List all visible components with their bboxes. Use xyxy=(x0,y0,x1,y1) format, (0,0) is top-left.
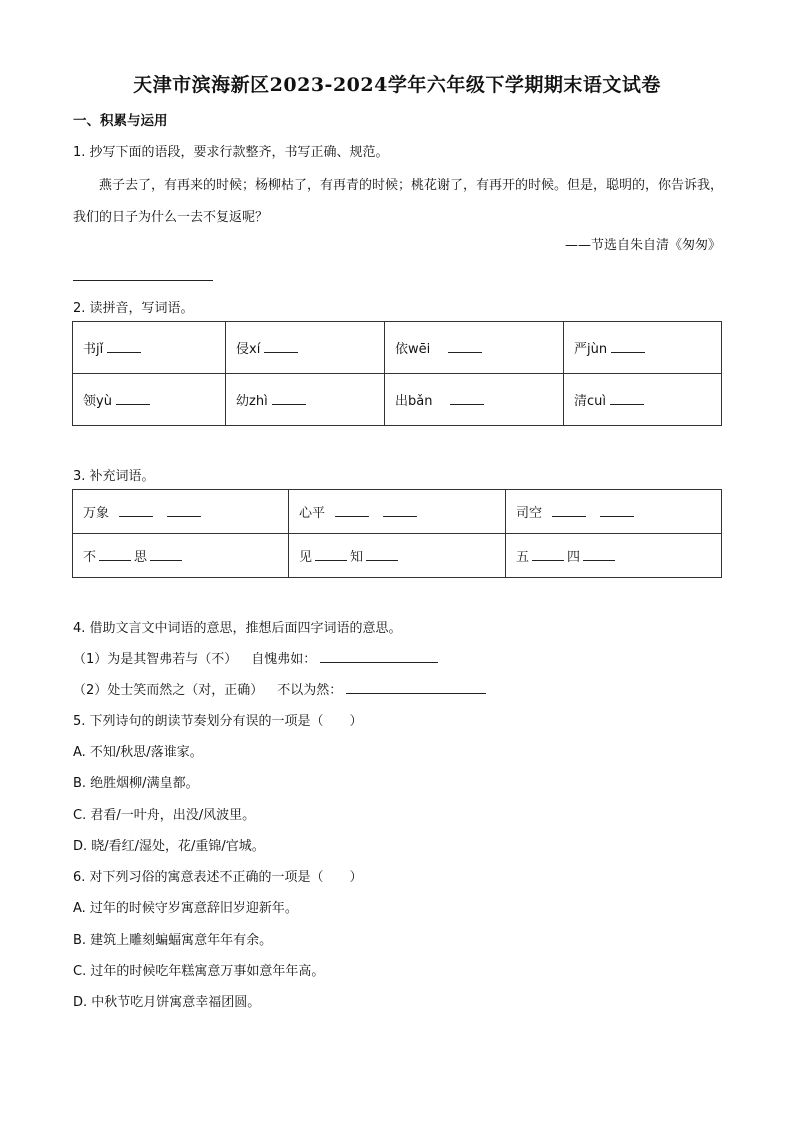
idiom-cell xyxy=(506,534,722,578)
idiom-text: 知 xyxy=(350,550,364,565)
idiom-cell xyxy=(289,490,506,534)
blank[interactable] xyxy=(150,548,182,561)
blank[interactable] xyxy=(116,392,150,405)
pinyin-cell xyxy=(73,322,226,374)
pinyin-text: 依wēi xyxy=(395,342,431,357)
question-6-prompt: 6. 对下列习俗的寓意表述不正确的一项是（ ） xyxy=(73,870,363,885)
blank[interactable] xyxy=(383,504,417,517)
question-4-sub1 xyxy=(73,648,438,667)
question-5-prompt: 5. 下列诗句的朗读节奏划分有误的一项是（ ） xyxy=(73,714,363,729)
pinyin-table xyxy=(72,321,722,426)
blank[interactable] xyxy=(272,392,306,405)
blank[interactable] xyxy=(600,504,634,517)
page-title: 天津市滨海新区2023-2024学年六年级下学期期末语文试卷 xyxy=(133,74,661,96)
option-c[interactable]: C. 过年的时候吃年糕寓意万事如意年年高。 xyxy=(73,964,325,979)
idiom-cell xyxy=(73,490,289,534)
blank[interactable] xyxy=(264,340,298,353)
blank[interactable] xyxy=(450,392,484,405)
pinyin-text: 清cuì xyxy=(574,394,606,409)
blank[interactable] xyxy=(99,548,131,561)
blank[interactable] xyxy=(583,548,615,561)
sub1-term: 自愧弗如： xyxy=(251,652,317,667)
option-d[interactable]: D. 中秋节吃月饼寓意幸福团圆。 xyxy=(73,995,261,1010)
option-c[interactable]: C. 君看/一叶舟，出没/风波里。 xyxy=(73,808,256,823)
pinyin-text: 侵xí xyxy=(236,342,261,357)
sub2-term: 不以为然： xyxy=(277,683,343,698)
blank[interactable] xyxy=(532,548,564,561)
idiom-text: 四 xyxy=(567,550,581,565)
pinyin-cell xyxy=(73,374,226,426)
idiom-table xyxy=(72,489,722,578)
pinyin-cell xyxy=(226,374,385,426)
question-3-prompt: 3. 补充词语。 xyxy=(73,469,155,484)
pinyin-text: 出bǎn xyxy=(395,394,433,409)
idiom-text: 见 xyxy=(299,550,313,565)
blank[interactable] xyxy=(167,504,201,517)
blank[interactable] xyxy=(448,340,482,353)
pinyin-text: 书jǐ xyxy=(83,342,104,357)
blank[interactable] xyxy=(107,340,141,353)
blank[interactable] xyxy=(611,340,645,353)
pinyin-text: 领yù xyxy=(83,394,112,409)
answer-blank[interactable] xyxy=(320,650,438,663)
idiom-text: 思 xyxy=(134,550,148,565)
idiom-text: 万象 xyxy=(83,506,110,521)
option-b[interactable]: B. 建筑上雕刻蝙蝠寓意年年有余。 xyxy=(73,933,273,948)
sub2-text: （2）处士笑而然之（对，正确） xyxy=(73,683,264,698)
option-d[interactable]: D. 晓/看红/湿处，花/重锦/官城。 xyxy=(73,839,265,854)
pinyin-cell xyxy=(226,322,385,374)
pinyin-text: 严jùn xyxy=(574,342,608,357)
blank[interactable] xyxy=(119,504,153,517)
question-4-prompt: 4. 借助文言文中词语的意思，推想后面四字词语的意思。 xyxy=(73,621,402,636)
pinyin-cell xyxy=(564,322,722,374)
idiom-cell xyxy=(289,534,506,578)
idiom-text: 心平 xyxy=(299,506,326,521)
idiom-text: 不 xyxy=(83,550,97,565)
idiom-cell xyxy=(506,490,722,534)
blank[interactable] xyxy=(315,548,347,561)
question-1-passage: 燕子去了，有再来的时候；杨柳枯了，有再青的时候；桃花谢了，有再开的时候。但是，聪明的，你告诉我，我们的日子为什么一去不复返呢？ xyxy=(73,178,724,225)
question-1-source: ——节选自朱自清《匆匆》 xyxy=(564,238,721,253)
pinyin-cell xyxy=(385,322,564,374)
question-2-prompt: 2. 读拼音，写词语。 xyxy=(73,301,194,316)
blank[interactable] xyxy=(552,504,586,517)
sub1-text: （1）为是其智弗若与（不） xyxy=(73,652,238,667)
blank[interactable] xyxy=(610,392,644,405)
blank[interactable] xyxy=(335,504,369,517)
idiom-text: 司空 xyxy=(516,506,543,521)
section-heading: 一、积累与运用 xyxy=(73,113,168,129)
option-b[interactable]: B. 绝胜烟柳/满皇都。 xyxy=(73,776,199,791)
question-4-sub2 xyxy=(73,679,486,698)
pinyin-cell xyxy=(564,374,722,426)
blank[interactable] xyxy=(366,548,398,561)
answer-blank[interactable] xyxy=(346,681,486,694)
idiom-cell xyxy=(73,534,289,578)
pinyin-cell xyxy=(385,374,564,426)
option-a[interactable]: A. 不知/秋思/落谁家。 xyxy=(73,745,203,760)
option-a[interactable]: A. 过年的时候守岁寓意辞旧岁迎新年。 xyxy=(73,901,298,916)
pinyin-text: 幼zhì xyxy=(236,394,268,409)
question-1-prompt: 1. 抄写下面的语段，要求行款整齐，书写正确、规范。 xyxy=(73,145,389,160)
answer-line[interactable] xyxy=(73,280,213,281)
idiom-text: 五 xyxy=(516,550,530,565)
